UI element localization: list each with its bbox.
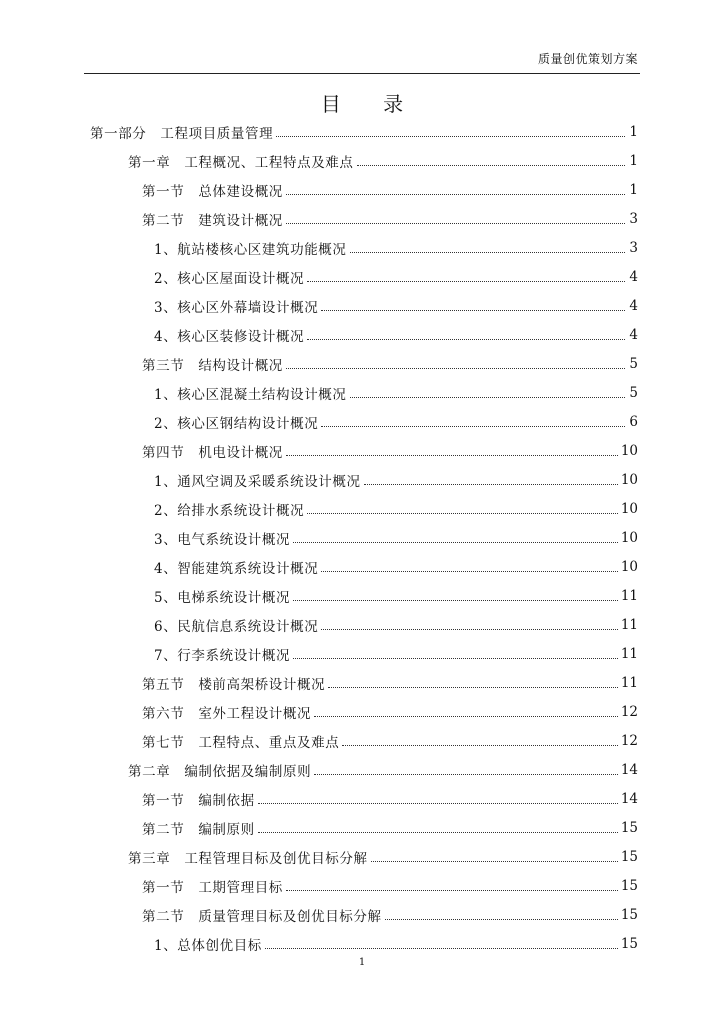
toc-entry-label (142, 818, 255, 838)
toc-entry-text: 核心区装修设计概况 (177, 328, 305, 345)
toc-dot-leader (321, 557, 618, 572)
toc-entry-number: 2、 (154, 502, 178, 519)
toc-dot-leader (258, 818, 618, 833)
toc-entry-page: 10 (620, 471, 638, 488)
toc-entry-number: 第五节 (142, 676, 185, 693)
toc-entry-text: 编制依据及编制原则 (184, 763, 312, 780)
toc-entry[interactable] (90, 552, 638, 581)
toc-entry[interactable] (90, 465, 638, 494)
toc-entry-number: 6、 (154, 618, 178, 635)
toc-dot-leader (293, 586, 618, 601)
toc-entry-text: 行李系统设计概况 (177, 647, 291, 664)
toc-entry-number: 3、 (154, 531, 178, 548)
toc-entry-text: 质量管理目标及创优目标分解 (198, 908, 382, 925)
toc-entry[interactable] (90, 204, 638, 233)
toc-entry-number: 2、 (154, 415, 178, 432)
toc-entry-text: 航站楼核心区建筑功能概况 (177, 241, 347, 258)
toc-entry-number: 第二章 (128, 763, 171, 780)
toc-entry[interactable] (90, 668, 638, 697)
toc-entry-label (154, 267, 304, 287)
toc-dot-leader (307, 325, 625, 340)
toc-entry-number: 7、 (154, 647, 178, 664)
toc-dot-leader (293, 644, 618, 659)
toc-entry-text: 工期管理目标 (198, 879, 283, 896)
toc-dot-leader (342, 731, 618, 746)
toc-entry-number: 1、 (154, 241, 178, 258)
toc-entry-page: 12 (620, 703, 638, 720)
toc-dot-leader (258, 789, 618, 804)
toc-entry-number: 第一部分 (90, 125, 147, 142)
toc-entry-label (154, 296, 318, 316)
toc-dot-leader (276, 122, 625, 137)
toc-entry-page: 4 (629, 326, 638, 343)
toc-entry-text: 民航信息系统设计概况 (177, 618, 319, 635)
toc-entry-number: 第一节 (142, 879, 185, 896)
toc-entry[interactable] (90, 407, 638, 436)
toc-entry-page: 11 (620, 645, 638, 662)
toc-entry-number: 第一章 (128, 154, 171, 171)
toc-entry-page: 1 (629, 181, 638, 198)
toc-dot-leader (286, 209, 625, 224)
toc-entry[interactable] (90, 291, 638, 320)
table-of-contents (90, 117, 638, 958)
toc-entry[interactable] (90, 900, 638, 929)
toc-entry-text: 工程概况、工程特点及难点 (184, 154, 354, 171)
toc-entry[interactable] (90, 581, 638, 610)
toc-entry-number: 第三节 (142, 357, 185, 374)
toc-entry-text: 核心区屋面设计概况 (177, 270, 305, 287)
toc-entry[interactable] (90, 784, 638, 813)
toc-entry-label (142, 789, 255, 809)
toc-entry-page: 15 (620, 935, 638, 952)
toc-entry-text: 室外工程设计概况 (198, 705, 312, 722)
toc-entry-page: 12 (620, 732, 638, 749)
toc-dot-leader (314, 702, 618, 717)
toc-entry-text: 工程特点、重点及难点 (198, 734, 340, 751)
toc-entry[interactable] (90, 117, 638, 146)
toc-entry-page: 3 (629, 210, 638, 227)
toc-entry-number: 第四节 (142, 444, 185, 461)
toc-entry-label (154, 528, 290, 548)
toc-entry-page: 3 (629, 239, 638, 256)
toc-dot-leader (293, 528, 618, 543)
toc-entry-page: 1 (629, 152, 638, 169)
toc-entry-label (142, 702, 311, 722)
toc-dot-leader (286, 180, 625, 195)
toc-entry-page: 10 (620, 529, 638, 546)
toc-entry-page: 11 (620, 674, 638, 691)
toc-entry-number: 4、 (154, 328, 178, 345)
toc-entry-label (154, 557, 318, 577)
toc-title: 目 录 (320, 92, 422, 116)
toc-entry[interactable] (90, 842, 638, 871)
toc-entry-label (142, 876, 283, 896)
toc-dot-leader (265, 934, 618, 949)
toc-entry-page: 10 (620, 442, 638, 459)
toc-entry-text: 编制原则 (198, 821, 255, 838)
toc-entry-number: 第二节 (142, 908, 185, 925)
toc-entry[interactable] (90, 378, 638, 407)
toc-entry-page: 14 (620, 790, 638, 807)
toc-entry[interactable] (90, 610, 638, 639)
toc-entry-label (90, 122, 273, 142)
toc-entry[interactable] (90, 523, 638, 552)
toc-entry[interactable] (90, 871, 638, 900)
toc-entry-text: 工程项目质量管理 (160, 125, 274, 142)
toc-dot-leader (307, 267, 625, 282)
toc-entry-label (142, 209, 283, 229)
toc-entry[interactable] (90, 175, 638, 204)
toc-entry-text: 给排水系统设计概况 (177, 502, 305, 519)
toc-entry-label (128, 847, 368, 867)
toc-entry[interactable] (90, 320, 638, 349)
toc-entry-label (154, 615, 318, 635)
toc-entry[interactable] (90, 262, 638, 291)
toc-entry-text: 总体创优目标 (177, 937, 262, 954)
toc-entry[interactable] (90, 436, 638, 465)
toc-entry-text: 核心区钢结构设计概况 (177, 415, 319, 432)
toc-dot-leader (350, 238, 626, 253)
toc-entry-number: 5、 (154, 589, 178, 606)
toc-entry-page: 4 (629, 268, 638, 285)
toc-entry-text: 机电设计概况 (198, 444, 283, 461)
toc-entry-page: 10 (620, 500, 638, 517)
toc-dot-leader (321, 412, 625, 427)
toc-entry-page: 10 (620, 558, 638, 575)
toc-entry-number: 1、 (154, 937, 178, 954)
toc-entry-label (142, 731, 339, 751)
toc-entry-label (142, 905, 382, 925)
toc-dot-leader (286, 354, 625, 369)
toc-entry-page: 15 (620, 877, 638, 894)
toc-entry-label (154, 470, 361, 490)
toc-entry-number: 第一节 (142, 792, 185, 809)
toc-entry-number: 4、 (154, 560, 178, 577)
toc-dot-leader (350, 383, 626, 398)
toc-dot-leader (371, 847, 618, 862)
toc-entry-label (142, 673, 325, 693)
toc-dot-leader (385, 905, 618, 920)
toc-entry[interactable] (90, 349, 638, 378)
toc-entry-number: 1、 (154, 386, 178, 403)
toc-entry[interactable] (90, 146, 638, 175)
toc-dot-leader (321, 296, 625, 311)
toc-entry-number: 第七节 (142, 734, 185, 751)
toc-entry-number: 第三章 (128, 850, 171, 867)
toc-entry-page: 14 (620, 761, 638, 778)
toc-entry-number: 第二节 (142, 821, 185, 838)
header-rule (84, 73, 640, 74)
toc-entry[interactable] (90, 929, 638, 958)
toc-dot-leader (314, 760, 618, 775)
toc-entry-page: 11 (620, 587, 638, 604)
toc-dot-leader (328, 673, 618, 688)
toc-entry-text: 核心区外幕墙设计概况 (177, 299, 319, 316)
toc-entry-label (154, 499, 304, 519)
toc-entry-page: 1 (629, 123, 638, 140)
toc-entry-label (128, 760, 311, 780)
toc-entry-text: 楼前高架桥设计概况 (198, 676, 326, 693)
toc-dot-leader (286, 441, 618, 456)
toc-entry-text: 核心区混凝土结构设计概况 (177, 386, 347, 403)
toc-entry-label (154, 934, 262, 954)
toc-entry-label (154, 586, 290, 606)
toc-dot-leader (364, 470, 618, 485)
toc-entry-number: 2、 (154, 270, 178, 287)
toc-entry-text: 编制依据 (198, 792, 255, 809)
toc-entry-label (154, 644, 290, 664)
toc-entry[interactable] (90, 494, 638, 523)
toc-entry[interactable] (90, 639, 638, 668)
toc-dot-leader (321, 615, 618, 630)
toc-entry-page: 4 (629, 297, 638, 314)
toc-dot-leader (307, 499, 618, 514)
footer-page-number: 1 (358, 957, 366, 968)
toc-entry-number: 第六节 (142, 705, 185, 722)
toc-entry-number: 1、 (154, 473, 178, 490)
toc-entry-text: 建筑设计概况 (198, 212, 283, 229)
toc-entry-page: 11 (620, 616, 638, 633)
toc-entry-label (128, 151, 354, 171)
toc-entry-label (142, 180, 283, 200)
toc-entry-page: 15 (620, 848, 638, 865)
toc-entry-page: 5 (629, 355, 638, 372)
toc-entry-text: 电梯系统设计概况 (177, 589, 291, 606)
toc-entry-label (142, 354, 283, 374)
running-header: 质量创优策划方案 (537, 52, 638, 66)
toc-entry-number: 第一节 (142, 183, 185, 200)
toc-entry-text: 总体建设概况 (198, 183, 283, 200)
toc-entry-label (154, 412, 318, 432)
toc-entry-label (154, 238, 347, 258)
toc-entry-page: 15 (620, 906, 638, 923)
toc-entry-page: 15 (620, 819, 638, 836)
toc-entry-number: 3、 (154, 299, 178, 316)
toc-entry-text: 通风空调及采暖系统设计概况 (177, 473, 361, 490)
toc-entry[interactable] (90, 233, 638, 262)
toc-entry[interactable] (90, 697, 638, 726)
toc-entry[interactable] (90, 755, 638, 784)
toc-entry-page: 5 (629, 384, 638, 401)
toc-entry-label (154, 383, 347, 403)
toc-entry-text: 结构设计概况 (198, 357, 283, 374)
toc-entry-label (142, 441, 283, 461)
toc-entry-number: 第二节 (142, 212, 185, 229)
toc-entry[interactable] (90, 726, 638, 755)
toc-dot-leader (357, 151, 625, 166)
toc-entry-text: 工程管理目标及创优目标分解 (184, 850, 368, 867)
toc-entry-text: 电气系统设计概况 (177, 531, 291, 548)
toc-dot-leader (286, 876, 618, 891)
toc-entry-text: 智能建筑系统设计概况 (177, 560, 319, 577)
toc-entry[interactable] (90, 813, 638, 842)
toc-entry-label (154, 325, 304, 345)
toc-entry-page: 6 (629, 413, 638, 430)
